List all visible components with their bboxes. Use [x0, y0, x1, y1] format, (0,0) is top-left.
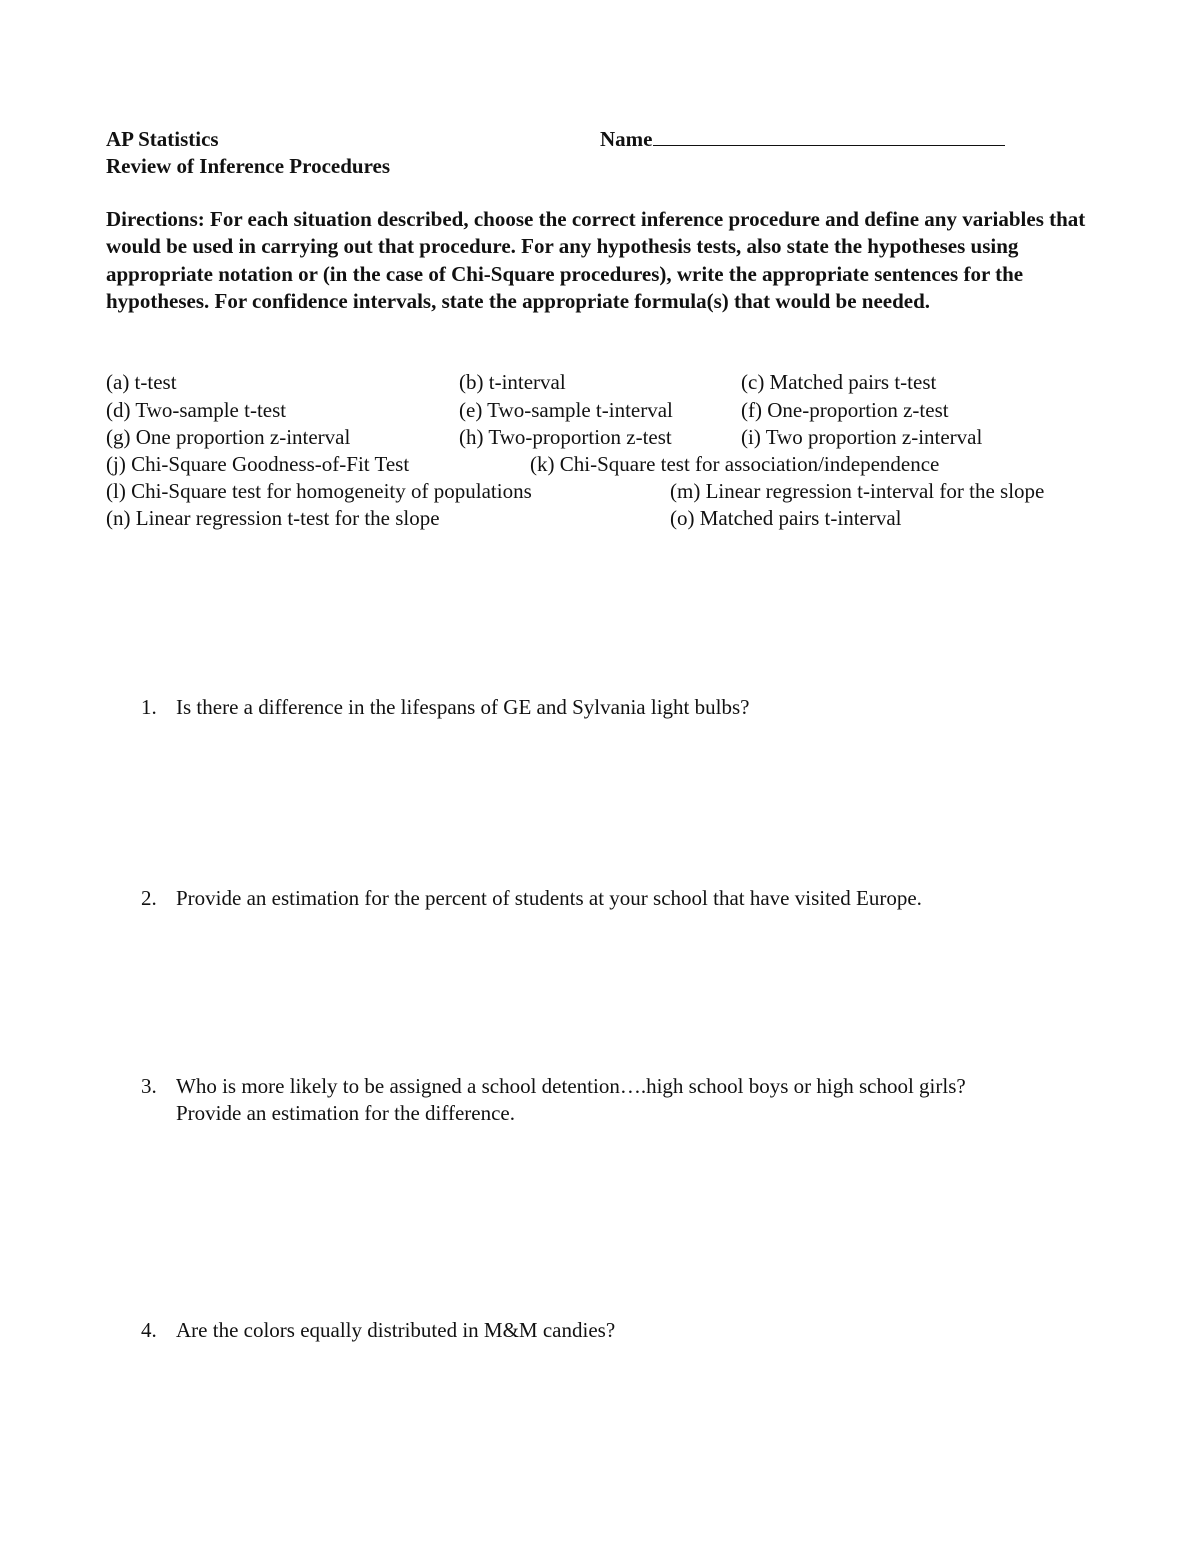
option-f: (f) One-proportion z-test: [741, 398, 949, 422]
option-l: (l) Chi-Square test for homogeneity of populations: [106, 479, 532, 503]
option-m: (m) Linear regression t-interval for the slope: [670, 479, 1045, 503]
question-text: Is there a difference in the lifespans of GE and Sylvania light bulbs?: [176, 695, 750, 719]
option-d: (d) Two-sample t-test: [106, 398, 287, 422]
name-field: [600, 126, 1005, 153]
question-text: Who is more likely to be assigned a school detention….high school boys or high school girls?: [176, 1074, 966, 1098]
question-number: 1.: [141, 695, 157, 719]
option-h: (h) Two-proportion z-test: [459, 425, 672, 449]
option-a: (a) t-test: [106, 370, 177, 394]
question-number: 2.: [141, 886, 157, 910]
question-text: Are the colors equally distributed in M&M candies?: [176, 1318, 616, 1342]
option-j: (j) Chi-Square Goodness-of-Fit Test: [106, 452, 410, 476]
option-g: (g) One proportion z-interval: [106, 425, 351, 449]
question-text: Provide an estimation for the percent of students at your school that have visited Europe.: [176, 886, 922, 910]
question-3: [141, 1073, 1141, 1133]
question-4: [141, 1317, 1141, 1347]
option-e: (e) Two-sample t-interval: [459, 398, 673, 422]
name-blank-line: [653, 127, 1005, 146]
option-c: (c) Matched pairs t-test: [741, 370, 937, 394]
option-i: (i) Two proportion z-interval: [741, 425, 983, 449]
question-number: 3.: [141, 1074, 157, 1098]
question-text-continued: Provide an estimation for the difference.: [176, 1101, 515, 1125]
question-number: 4.: [141, 1318, 157, 1342]
worksheet-subtitle: Review of Inference Procedures: [106, 154, 391, 178]
option-k: (k) Chi-Square test for association/independence: [530, 452, 940, 476]
option-o: (o) Matched pairs t-interval: [670, 506, 902, 530]
directions-paragraph: Directions: For each situation described, choose the correct inference procedure and define any variables that would be used in carrying out that procedure. For any hypothesis tests, also state the hypotheses using appropriate notation or (in the case of Chi-Square procedures), write the appropriate sentences for the hypotheses. For confidence intervals, state the appropriate formula(s) that would be needed.: [106, 207, 1086, 313]
question-2: [141, 885, 1141, 915]
option-b: (b) t-interval: [459, 370, 566, 394]
question-1: [141, 694, 1141, 724]
course-title: AP Statistics: [106, 127, 219, 151]
name-label: Name: [600, 127, 653, 151]
option-n: (n) Linear regression t-test for the slope: [106, 506, 440, 530]
